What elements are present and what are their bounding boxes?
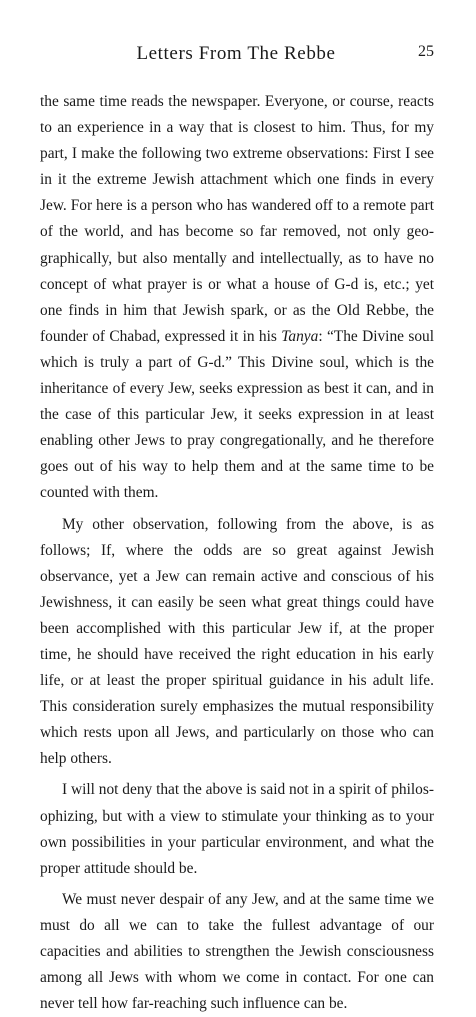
page-number: 25 (418, 43, 434, 60)
paragraph: My other observation, following from the above, is as follows; If, where the odds are so great against Jewish observance, yet a Jew can remain active and conscious of his Jewishness, it can easily be seen what great things could have been accomplished with this particular Jew if, at the proper time, he should have received the right education in his early life, or at least the proper spiritual guidance in his adult life. This consideration surely emphasizes the mutual responsibility which rests upon all Jews, and particularly on those who can help others. (40, 515, 434, 768)
paragraph: We must never despair of any Jew, and at the same time we must do all we can to take the fullest advantage of our capacities and abilities to strengthen the Jewish consciousness among all Jews with whom we come in contact. For one can never tell how far-reaching such influence can be. (40, 890, 434, 1013)
paragraph-continued (40, 89, 434, 507)
paragraph-text: the same time reads the newspaper. Everyone, or course, reacts to an experience in a way that is closest to him. Thus, for my part, I make the following two extreme observations: First I see in it the extreme Jewish attachment which one finds in every Jew. For here is a person who has wandered off to a remote part of the world, and has become so far removed, not only geographically, but also mentally and intellectually, as to have no concept of what prayer is or what a house of G-d is, etc.; yet one finds in him that Jewish spark, or as the Old Rebbe, the founder of Chabad, expressed it in his (40, 93, 434, 345)
running-title: Letters From The Rebbe (136, 43, 336, 64)
paragraph: I will not deny that the above is said not in a spirit of philosophizing, but with a view to stimulate your thinking as to your own possibilities in your particular environment, and what the proper attitude should be. (40, 781, 434, 877)
book-title-tanya: Tanya (281, 327, 319, 345)
paragraph-text: : “The Divine soul which is truly a part of G-d.” This Divine soul, which is the inheritance of every Jew, seeks expression as best it can, and in the case of this particular Jew, it seeks expression in at least enabling other Jews to pray congregationally, and he therefore goes out of his way to help them and at the same time to be counted with them. (40, 327, 434, 502)
page-header (40, 43, 432, 69)
body-text (40, 89, 434, 1017)
